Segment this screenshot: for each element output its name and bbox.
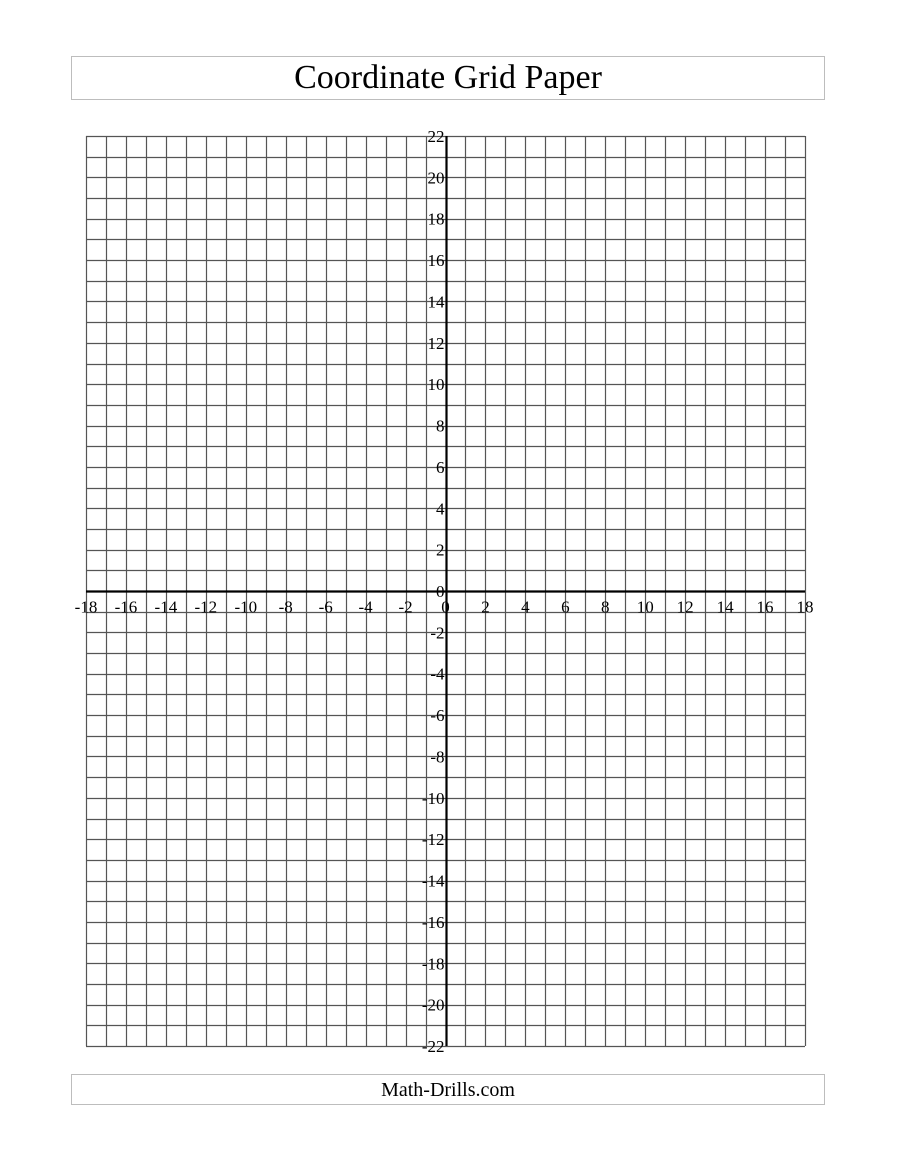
x-tick-label: 6: [561, 597, 570, 617]
y-tick-label: -6: [430, 706, 445, 726]
x-tick-label: -10: [234, 597, 258, 617]
y-tick-label: -8: [430, 747, 445, 767]
y-tick-label: -22: [421, 1037, 445, 1056]
x-tick-label: -4: [358, 597, 373, 617]
x-tick-label: 16: [756, 597, 774, 617]
x-tick-label: 0: [441, 597, 450, 617]
y-tick-label: 22: [427, 127, 445, 146]
x-tick-label: -12: [194, 597, 218, 617]
y-tick-label: -18: [421, 954, 445, 974]
page-title: Coordinate Grid Paper: [294, 59, 602, 96]
y-tick-label: 4: [436, 499, 445, 519]
y-tick-label: 2: [436, 540, 445, 560]
x-tick-label: 2: [481, 597, 490, 617]
x-tick-label: -8: [278, 597, 293, 617]
y-tick-label: -2: [430, 623, 445, 643]
axes: [86, 136, 805, 1046]
x-tick-label: 8: [601, 597, 610, 617]
y-tick-label: 10: [427, 375, 445, 395]
y-tick-label: 6: [436, 457, 445, 477]
y-tick-label: -4: [430, 664, 445, 684]
footer-site-name: Math-Drills.com: [381, 1078, 515, 1101]
y-tick-label: 20: [427, 168, 445, 188]
y-tick-label: 0: [436, 582, 445, 601]
x-tick-label: -18: [74, 597, 98, 617]
y-tick-label: 8: [436, 416, 445, 436]
y-tick-label: 18: [427, 209, 445, 229]
x-tick-label: -6: [318, 597, 333, 617]
x-tick-label: 18: [796, 597, 814, 617]
y-tick-label: -10: [421, 788, 445, 808]
x-tick-label: 12: [676, 597, 694, 617]
footer-box: [71, 1074, 825, 1105]
x-tick-label: 10: [636, 597, 654, 617]
x-tick-label: 14: [716, 597, 734, 617]
y-tick-label: 12: [427, 333, 445, 353]
y-tick-label: -20: [421, 995, 445, 1015]
y-tick-label: 16: [427, 251, 445, 271]
x-tick-label: -2: [398, 597, 413, 617]
x-tick-label: 4: [521, 597, 530, 617]
y-tick-label: 14: [427, 292, 445, 312]
x-tick-label: -16: [114, 597, 138, 617]
y-tick-label: -14: [421, 871, 445, 891]
y-tick-label: -12: [421, 830, 445, 850]
x-tick-label: -14: [154, 597, 178, 617]
y-tick-label: -16: [421, 912, 445, 932]
